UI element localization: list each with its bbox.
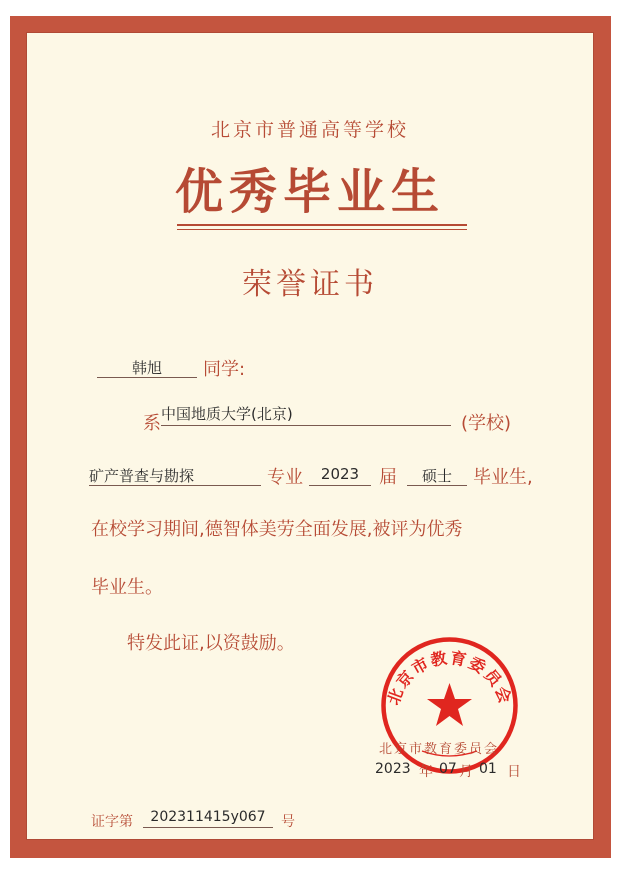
issuer-name: 北京市教育委员会 xyxy=(379,742,500,757)
certificate-border xyxy=(10,16,611,858)
department-prefix: 系 xyxy=(143,413,161,434)
body-line-1: 在校学习期间,德智体美劳全面发展,被评为优秀 xyxy=(91,519,463,540)
certificate-heading: 荣誉证书 xyxy=(242,267,378,302)
student-name: 韩旭 xyxy=(97,357,197,378)
school-suffix: (学校) xyxy=(461,413,512,434)
title-rule-thick xyxy=(177,224,467,226)
date-year-label: 年 xyxy=(419,764,433,780)
classmate-label: 同学: xyxy=(203,359,246,380)
certificate-subtitle: 北京市普通高等学校 xyxy=(210,119,409,141)
certificate-title: 优秀毕业生 xyxy=(174,164,445,220)
title-rule-thin xyxy=(177,229,467,230)
year-label: 届 xyxy=(379,467,397,488)
serial-prefix: 证字第 xyxy=(91,814,133,830)
date-day: 01 xyxy=(479,761,497,777)
degree-level: 硕士 xyxy=(407,465,467,486)
school-name: 中国地质大学(北京) xyxy=(161,403,451,426)
major-name: 矿产普查与勘探 xyxy=(89,465,261,486)
svg-text:北京市教育委员会: 北京市教育委员会 xyxy=(383,648,516,708)
body-line-2: 毕业生。 xyxy=(91,577,163,598)
serial-suffix: 号 xyxy=(281,814,295,830)
major-label: 专业 xyxy=(267,467,303,488)
date-day-label: 日 xyxy=(507,764,521,780)
date-year: 2023 xyxy=(375,761,411,777)
certificate-paper xyxy=(26,32,594,840)
graduation-year: 2023 xyxy=(309,465,371,486)
date-month-label: 月 xyxy=(459,764,473,780)
body-line-3: 特发此证,以资鼓励。 xyxy=(127,633,295,654)
serial-number: 202311415y067 xyxy=(143,809,273,828)
date-month: 07 xyxy=(439,761,457,777)
graduate-label: 毕业生, xyxy=(473,467,533,488)
